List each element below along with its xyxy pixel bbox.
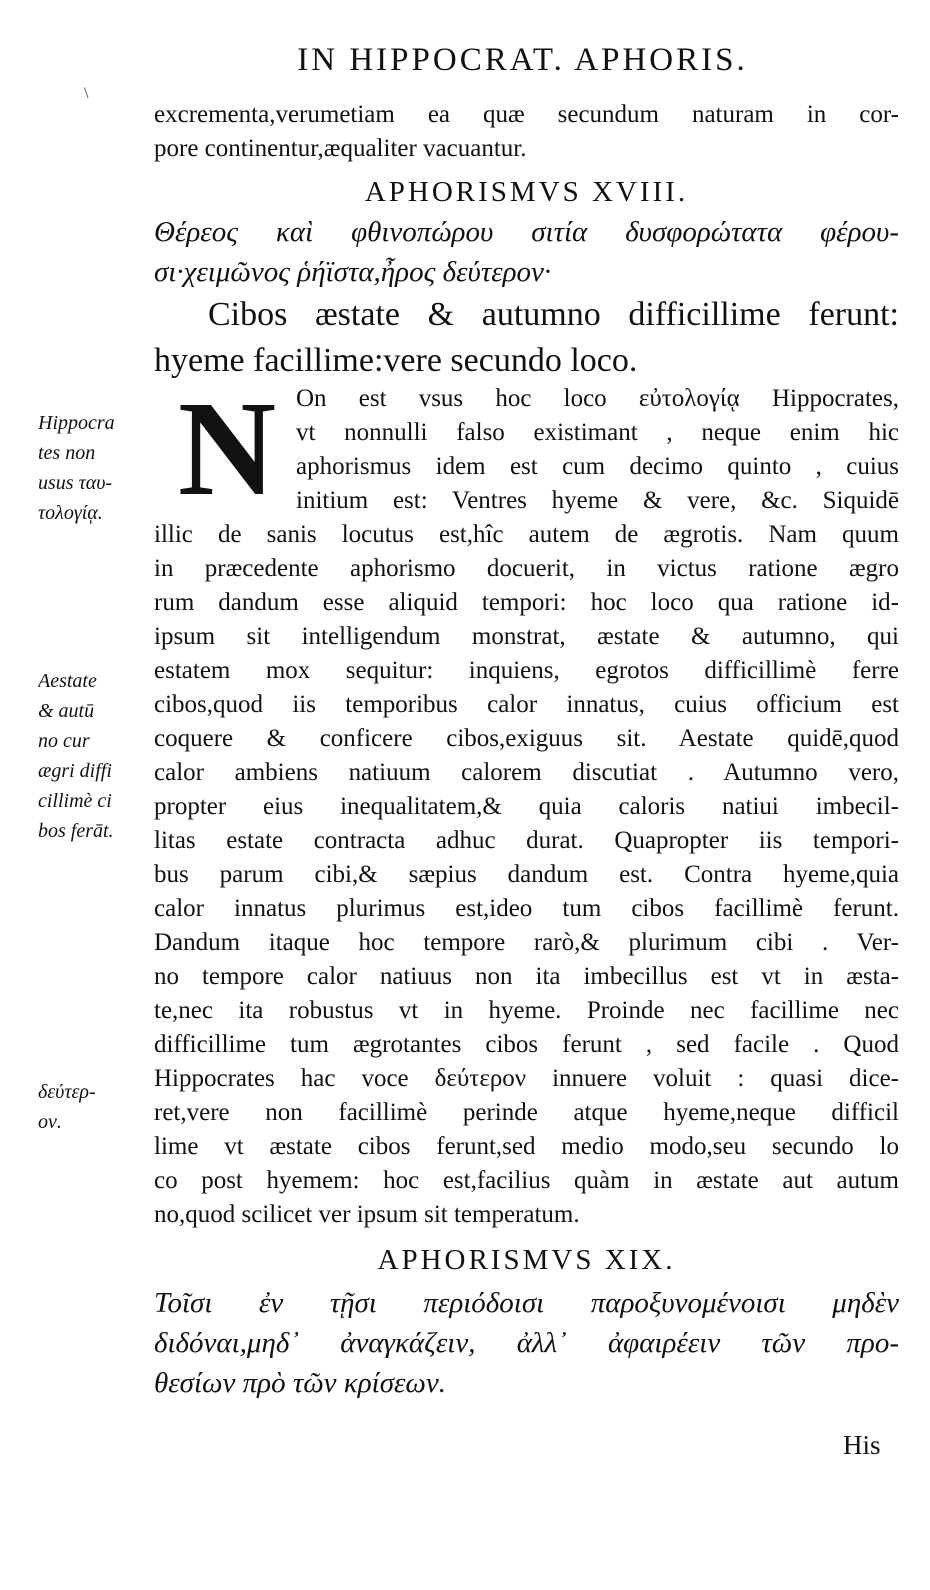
text-line: ret,vere non facillimè perinde atque hyeme,neque difficil [154,1099,899,1126]
text-line: pore continentur,æqualiter vacuantur. [154,135,527,162]
text-line: coquere & conficere cibos,exiguus sit. Aestate quidē,quod [154,725,899,752]
text-line: Dandum itaque hoc tempore rarò,& plurimum cibi . Ver- [154,929,899,956]
margin-line: bos ferāt. [38,820,114,842]
stray-mark: \ [84,85,89,102]
margin-line: δεύτερ- [38,1081,96,1103]
greek-line: Τοῖσι ἐν τῇσι περιόδοισι παροξυνομένοισι μηδὲν [154,1287,899,1319]
intro-paragraph [154,98,899,166]
marginal-note-aestate [38,666,153,846]
margin-line: usus ταυ- [38,472,113,494]
text-line: aphorismus idem est cum decimo quinto , cuius [296,453,899,480]
text-line: propter eius inequalitatem,& quia caloris natiui imbecil- [154,793,899,820]
margin-line: ægri diffi [38,760,112,782]
aphorism-19-greek [154,1283,899,1403]
aphorism-18-heading: APHORISMVS XVIII. [364,176,689,208]
text-line: bus parum cibi,& sæpius dandum est. Contra hyeme,quia [154,861,899,888]
text-line: calor ambiens natiuum calorem discutiat . Autumno vero, [154,759,899,786]
commentary-indented [296,382,899,518]
aphorism-18-latin-line-1 [208,293,899,339]
running-title: IN HIPPOCRAT. APHORIS. [297,42,748,78]
commentary-body [154,518,899,1232]
catchword: His [843,1430,881,1460]
text-line: Hippocrates hac voce δεύτερον innuere voluit : quasi dice- [154,1065,899,1092]
text-line: calor innatus plurimus est,ideo tum cibos facillimè ferunt. [154,895,899,922]
greek-line: σι·χειμῶνος ῥήϊστα,ἦρος δεύτερον· [154,256,552,288]
text-line: illic de sanis locutus est,hîc autem de ægrotis. Nam quum [154,521,899,548]
latin-line: Cibos æstate & autumno difficillime ferunt: [208,296,899,333]
text-line: co post hyemem: hoc est,facilius quàm in æstate aut autum [154,1167,899,1194]
drop-cap: N [177,397,277,501]
margin-line: τολογίᾳ. [38,502,103,524]
latin-line: hyeme facillime:vere secundo loco. [154,342,638,379]
text-line: no tempore calor natiuus non ita imbecillus est vt in æsta- [154,963,899,990]
margin-line: Hippocra [38,412,115,434]
aphorism-18-greek [154,212,899,292]
text-line: lime vt æstate cibos ferunt,sed medio modo,seu secundo lo [154,1133,899,1160]
greek-line: θεσίων πρὸ τῶν κρίσεων. [154,1367,447,1399]
text-line: no,quod scilicet ver ipsum sit temperatum. [154,1201,580,1228]
text-line: vt nonnulli falso existimant , neque enim hic [296,419,899,446]
margin-line: tes non [38,442,96,464]
margin-line: & autū [38,700,95,722]
text-line: estatem mox sequitur: inquiens, egrotos difficillimè ferre [154,657,899,684]
text-line: in præcedente aphorismo docuerit, in victus ratione ægro [154,555,899,582]
greek-line: διδόναι,μηδ᾽ ἀναγκάζειν, ἀλλ᾽ ἀφαιρέειν τῶν προ- [154,1327,899,1359]
margin-line: no cur [38,730,90,752]
aphorism-19-heading: APHORISMVS XIX. [377,1244,676,1276]
text-line: initium est: Ventres hyeme & vere, &c. Siquidē [296,487,899,514]
text-line: litas estate contracta adhuc durat. Quapropter iis tempori- [154,827,899,854]
text-line: On est vsus hoc loco εὐτολογίᾳ Hippocrates, [296,385,899,412]
aphorism-18-latin-line-2 [154,339,899,385]
greek-line: Θέρεος καὶ φθινοπώρου σιτία δυσφορώτατα φέρου- [154,216,899,248]
text-line: difficillime tum ægrotantes cibos ferunt , sed facile . Quod [154,1031,899,1058]
marginal-note-deuteron [38,1077,153,1137]
text-line: rum dandum esse aliquid tempori: hoc loco qua ratione id- [154,589,899,616]
text-line: cibos,quod iis temporibus calor innatus, cuius officium est [154,691,899,718]
text-line: te,nec ita robustus vt in hyeme. Proinde nec facillime nec [154,997,899,1024]
text-line: excrementa,verumetiam ea quæ secundum naturam in cor- [154,101,899,128]
text-line: ipsum sit intelligendum monstrat, æstate & autumno, qui [154,623,899,650]
margin-line: cillimè ci [38,790,112,812]
margin-line: Aestate [38,670,97,692]
marginal-note-tautologia [38,408,153,528]
margin-line: ον. [38,1111,62,1133]
